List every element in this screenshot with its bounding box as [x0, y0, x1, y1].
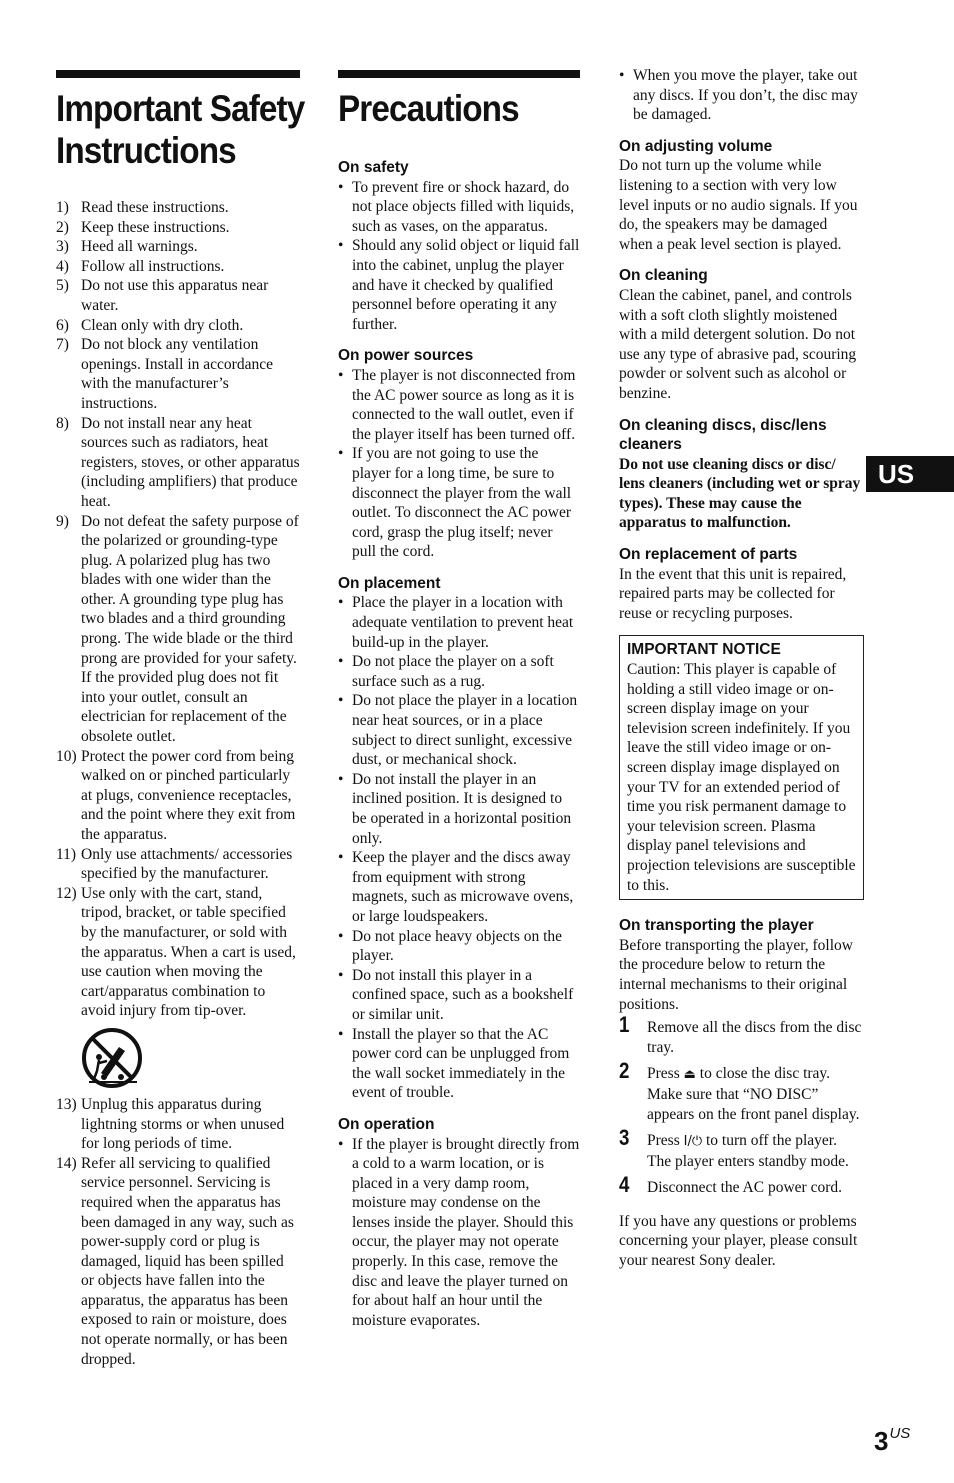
- section-text: In the event that this unit is repaired, repaired parts may be collected for reuse or recycling purposes.: [619, 565, 847, 622]
- section-heading: On cleaning discs, disc/lens cleaners: [619, 416, 827, 454]
- instruction-item: [56, 316, 300, 336]
- section-heading: On cleaning: [619, 267, 708, 285]
- item-text: Only use attachments/ accessories specified by the manufacturer.: [81, 845, 293, 883]
- precaution-sections: [338, 158, 580, 1330]
- bullet-item: • Do not install this player in a confined space, such as a bookshelf or similar unit.: [338, 966, 580, 1025]
- heading-rule: [56, 70, 300, 78]
- transport-step: [619, 1012, 864, 1057]
- step-number: 4: [619, 1172, 630, 1198]
- bullet-item: • Do not place the player on a soft surface such as a rug.: [338, 652, 580, 691]
- item-number: 8): [56, 414, 69, 432]
- section-cleaning: [619, 266, 864, 403]
- item-text: Keep these instructions.: [81, 218, 230, 236]
- power-icon: I/⏻: [683, 1134, 703, 1150]
- step-text: Disconnect the AC power cord.: [647, 1179, 842, 1197]
- instruction-item: [56, 845, 300, 884]
- bullet-item: • If you are not going to use the player for a long time, be sure to disconnect the player from the wall outlet. To disconnect the AC power cord, grasp the plug itself; never pull the cord.: [338, 444, 580, 562]
- instruction-item: [56, 198, 300, 218]
- section-heading: On operation: [338, 1115, 435, 1133]
- section-text: Clean the cabinet, panel, and controls with a soft cloth slightly moistened with a mild detergent solution. Do not use any type of abrasive pad, scouring powder or solvent such as alcohol or benzine.: [619, 286, 857, 402]
- instruction-item: [56, 747, 300, 845]
- language-tab: US: [866, 456, 954, 492]
- safety-title: Important Safety Instructions: [56, 88, 305, 171]
- section-heading: On safety: [338, 159, 409, 176]
- section-heading: On adjusting volume: [619, 137, 773, 155]
- section-text: Do not turn up the volume while listening to a section with very low level inputs or no audio signals. If you do, the speakers may be damaged when a peak level section is played.: [619, 157, 858, 253]
- section-heading: On power sources: [338, 347, 474, 365]
- notice-heading: IMPORTANT NOTICE: [627, 641, 781, 659]
- precaution-section: [338, 158, 580, 334]
- item-number: 3): [56, 238, 69, 256]
- item-text: Do not defeat the safety purpose of the polarized or grounding-type plug. A polarized plug has two blades with one wider than the other. A grounding type plug has two blades and a third grounding prong. The wide blade or the third prong are provided for your safety. If the provided plug does not fit into your outlet, consult an electrician for replacement of the obsolete outlet.: [81, 512, 299, 746]
- section-heading: On placement: [338, 574, 441, 592]
- page-number-value: 3: [874, 1426, 889, 1456]
- instruction-item: [56, 218, 300, 238]
- section-adjusting-volume: [619, 137, 864, 255]
- instruction-item: [56, 884, 300, 1021]
- transport-steps: [619, 1012, 864, 1198]
- item-text: Protect the power cord from being walked on or pinched particularly at plugs, convenience receptacles, and the point where they exit from the apparatus.: [81, 747, 296, 843]
- item-number: 13): [56, 1095, 77, 1113]
- bullet-item: • If the player is brought directly from a cold to a warm location, or is placed in a very damp room, moisture may condense on the lenses inside the player. Should this occur, the player may not operate properly. In this case, remove the disc and leave the player turned on for about half an hour until the moisture evaporates.: [338, 1135, 580, 1331]
- notice-text: Caution: This player is capable of holding a still video image or on-screen display image on your television screen indefinitely. If you leave the still video image or on-screen display image displayed on your TV for an extended period of time you risk permanent damage to your television screen. Plasma display panel televisions and projection televisions are susceptible to this.: [627, 661, 856, 894]
- step-text-continued: to close the disc tray. Make sure that “NO DISC” appears on the front panel display.: [647, 1065, 860, 1123]
- item-text: Use only with the cart, stand, tripod, bracket, or table specified by the manufacturer, or sold with the apparatus. When a cart is used, use caution when moving the cart/apparatus combination to avoid injury from tip-over.: [81, 884, 296, 1020]
- bullet-item: • Place the player in a location with adequate ventilation to prevent heat build-up in the player.: [338, 593, 580, 652]
- instruction-item: [56, 512, 300, 747]
- bullet-list: [338, 1135, 580, 1331]
- page-number: [874, 1425, 910, 1457]
- precaution-section: [338, 574, 580, 1103]
- bullet-item: • Do not place heavy objects on the player.: [338, 927, 580, 966]
- instruction-item: [56, 1154, 300, 1370]
- important-notice-box: [619, 635, 864, 900]
- precaution-section: [338, 346, 580, 562]
- item-number: 10): [56, 747, 77, 765]
- cart-tip-over-warning-icon: [81, 1027, 143, 1089]
- bullet-list: [338, 178, 580, 335]
- eject-icon: ⏏: [683, 1067, 696, 1083]
- section-text: Before transporting the player, follow the procedure below to return the internal mechanisms to their original positions.: [619, 936, 853, 1013]
- page-number-suffix: US: [889, 1425, 911, 1442]
- section-replacement: [619, 545, 864, 623]
- item-number: 5): [56, 277, 69, 295]
- step-text: Press: [647, 1065, 684, 1083]
- safety-instructions-column: [56, 70, 305, 1369]
- item-number: 9): [56, 512, 69, 530]
- item-number: 4): [56, 257, 69, 275]
- instruction-item: [56, 1095, 300, 1154]
- precautions-continued-column: [619, 66, 864, 1271]
- bullet-item: • Do not install the player in an inclined position. It is designed to be operated in a horizontal position only.: [338, 770, 580, 848]
- step-text-continued: to turn off the player. The player enters standby mode.: [647, 1132, 849, 1170]
- item-number: 7): [56, 336, 69, 354]
- closing-text: If you have any questions or problems concerning your player, please consult your nearest Sony dealer.: [619, 1212, 858, 1270]
- item-number: 1): [56, 199, 69, 216]
- instruction-item: [56, 414, 300, 512]
- step-text: Remove all the discs from the disc tray.: [647, 1019, 862, 1056]
- bullet-item: • Do not place the player in a location near heat sources, or in a place subject to direct sunlight, excessive dust, or mechanical shock.: [338, 691, 580, 769]
- item-number: 12): [56, 884, 77, 902]
- item-text: Read these instructions.: [81, 199, 229, 216]
- transport-step: [619, 1125, 864, 1171]
- item-number: 2): [56, 218, 69, 236]
- step-number: 1: [619, 1012, 630, 1038]
- item-text: Unplug this apparatus during lightning storms or when unused for long periods of time.: [81, 1095, 285, 1153]
- section-cleaning-discs: [619, 416, 864, 534]
- item-number: 11): [56, 845, 77, 863]
- instruction-item: [56, 276, 300, 315]
- item-text: Do not use this apparatus near water.: [81, 277, 269, 314]
- transport-step: [619, 1172, 864, 1198]
- item-text: Refer all servicing to qualified service personnel. Servicing is required when the apparatus has been damaged in any way, such as power-supply cord or plug is damaged, liquid has been spilled or objects have fallen into the apparatus, the apparatus has been exposed to rain or moisture, does not operate normally, or has been dropped.: [81, 1154, 294, 1368]
- transport-step: [619, 1058, 864, 1124]
- bullet-item: • The player is not disconnected from the AC power source as long as it is connected to the wall outlet, even if the player itself has been turned off.: [338, 366, 580, 444]
- bullet-item: • Should any solid object or liquid fall into the cabinet, unplug the player and have it checked by qualified personnel before operating it any further.: [338, 236, 580, 334]
- safety-instruction-list: [56, 198, 300, 1021]
- item-text: Clean only with dry cloth.: [81, 316, 244, 334]
- safety-instruction-list-continued: [56, 1095, 300, 1369]
- move-player-bullet: • When you move the player, take out any discs. If you don’t, the disc may be damaged.: [619, 66, 864, 125]
- instruction-item: [56, 335, 300, 413]
- item-number: 6): [56, 316, 69, 334]
- step-number: 3: [619, 1125, 630, 1151]
- item-text: Heed all warnings.: [81, 238, 198, 256]
- bullet-item: • Install the player so that the AC power cord can be unplugged from the wall socket immediately in the event of trouble.: [338, 1025, 580, 1103]
- instruction-item: [56, 237, 300, 257]
- section-heading: On replacement of parts: [619, 546, 798, 564]
- bullet-item: • To prevent fire or shock hazard, do not place objects filled with liquids, such as vases, on the apparatus.: [338, 178, 580, 237]
- item-number: 14): [56, 1154, 77, 1172]
- item-text: Do not install near any heat sources such as radiators, heat registers, stoves, or other apparatus (including amplifiers) that produce heat.: [81, 414, 300, 510]
- section-text: Do not use cleaning discs or disc/ lens cleaners (including wet or spray types). These may cause the apparatus to malfunction.: [619, 455, 861, 532]
- bullet-item: • Keep the player and the discs away from equipment with strong magnets, such as microwave ovens, or large loudspeakers.: [338, 848, 580, 926]
- precautions-column: [338, 70, 580, 1342]
- step-text: Press: [647, 1132, 684, 1150]
- step-number: 2: [619, 1058, 630, 1084]
- section-transporting: [619, 916, 864, 1014]
- section-heading: On transporting the player: [619, 917, 814, 935]
- instruction-item: [56, 257, 300, 277]
- bullet-list: [338, 593, 580, 1102]
- precaution-section: [338, 1115, 580, 1331]
- precautions-title: Precautions: [338, 88, 519, 129]
- item-text: Do not block any ventilation openings. Install in accordance with the manufacturer’s instructions.: [81, 336, 273, 412]
- heading-rule: [338, 70, 580, 78]
- item-text: Follow all instructions.: [81, 257, 225, 275]
- bullet-list: [338, 366, 580, 562]
